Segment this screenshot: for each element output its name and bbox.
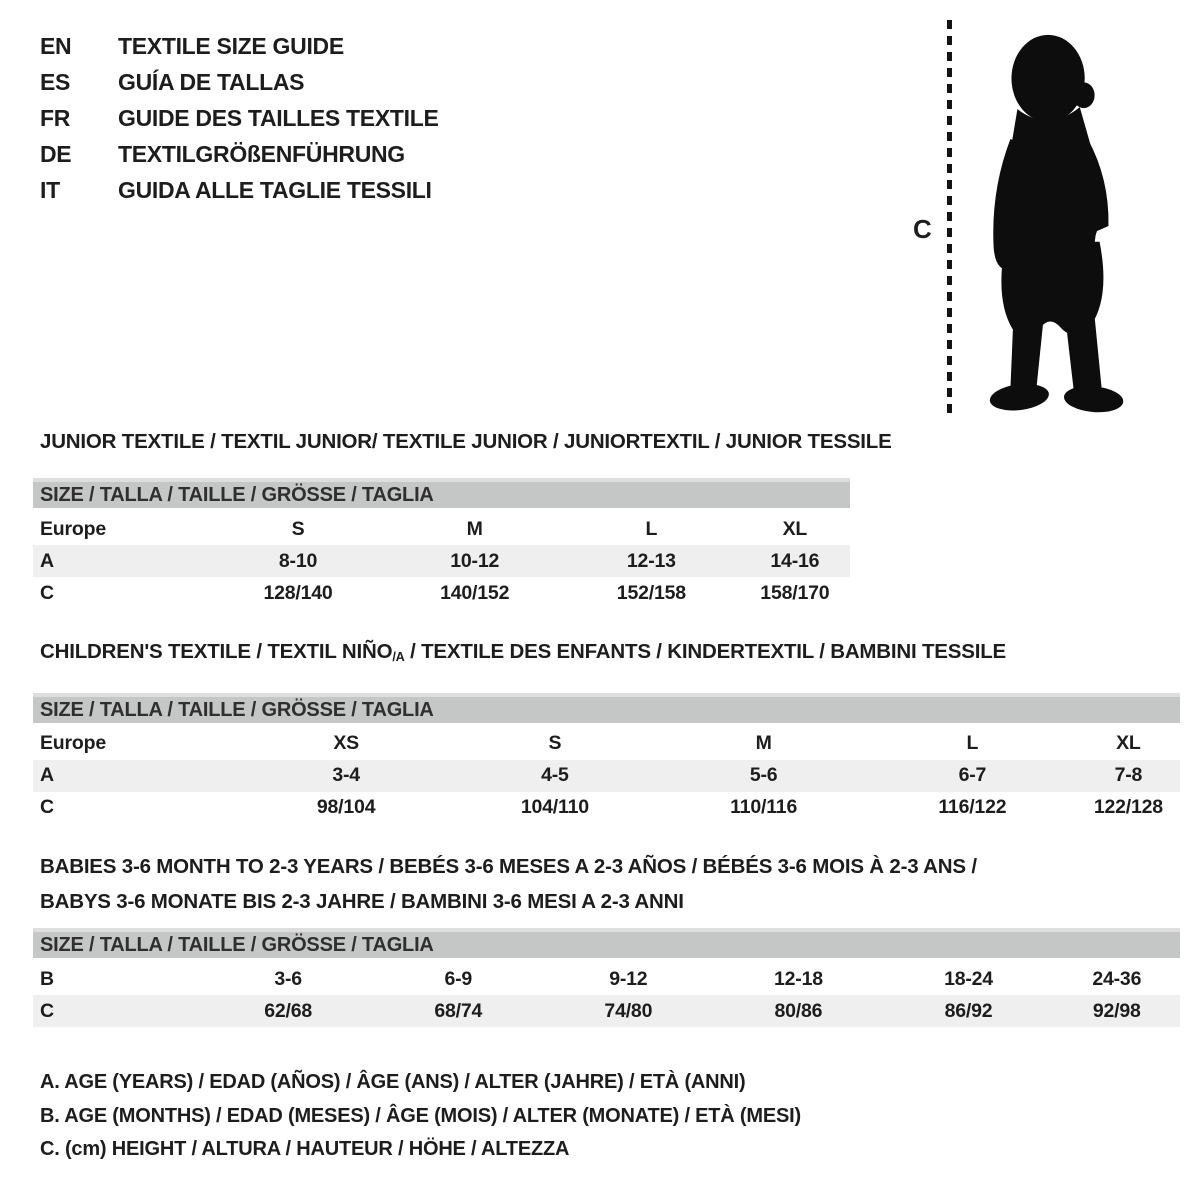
table-cell: 12-13 <box>626 549 676 572</box>
language-row-it <box>40 172 439 208</box>
junior-section-title: JUNIOR TEXTILE / TEXTIL JUNIOR/ TEXTILE JUNIOR / JUNIORTEXTIL / JUNIOR TESSILE <box>40 430 892 453</box>
table-row <box>33 995 1180 1027</box>
language-row-es <box>40 64 439 100</box>
language-title: TEXTILE SIZE GUIDE <box>118 32 344 59</box>
table-row <box>33 760 1180 792</box>
children-section <box>33 640 1180 824</box>
toddler-silhouette-icon <box>971 22 1143 418</box>
language-code: ES <box>40 68 71 95</box>
table-cell: 24-36 <box>1092 967 1142 990</box>
row-label: Europe <box>40 517 106 540</box>
table-cell: 152/158 <box>616 581 686 604</box>
junior-size-table <box>33 513 850 609</box>
babies-size-table <box>33 963 1180 1027</box>
junior-size-header-bar <box>33 478 850 508</box>
table-cell: 86/92 <box>944 999 993 1022</box>
row-label: A <box>40 764 54 787</box>
babies-title-line2: BABYS 3-6 MONATE BIS 2-3 JAHRE / BAMBINI 3-6 MESI A 2-3 ANNI <box>40 890 684 913</box>
table-row <box>33 792 1180 824</box>
language-title: GUIDA ALLE TAGLIE TESSILI <box>118 176 432 203</box>
table-cell: 140/152 <box>440 581 510 604</box>
table-cell: 4-5 <box>541 764 569 787</box>
language-title: TEXTILGRÖßENFÜHRUNG <box>118 140 405 167</box>
row-label: B <box>40 967 54 990</box>
children-section-title <box>40 640 1180 669</box>
babies-section <box>33 849 1180 1027</box>
language-code: FR <box>40 104 71 131</box>
junior-section <box>33 430 892 609</box>
size-header-label: SIZE / TALLA / TAILLE / GRÖSSE / TAGLIA <box>40 698 434 721</box>
language-code: EN <box>40 32 72 59</box>
language-title: GUÍA DE TALLAS <box>118 68 305 95</box>
table-cell: S <box>548 732 562 755</box>
table-row <box>33 728 1180 760</box>
babies-title-line1: BABIES 3-6 MONTH TO 2-3 YEARS / BEBÉS 3-6 MESES A 2-3 AÑOS / BÉBÉS 3-6 MOIS À 2-3 ANS / <box>40 855 977 878</box>
children-title-pre: CHILDREN'S TEXTILE / TEXTIL NIÑO <box>40 640 393 663</box>
table-cell: L <box>645 517 658 540</box>
table-cell: 3-4 <box>332 764 360 787</box>
row-label: C <box>40 581 54 604</box>
measurement-legend <box>40 1066 801 1167</box>
table-cell: 3-6 <box>274 967 302 990</box>
table-cell: S <box>291 517 305 540</box>
table-cell: M <box>755 732 772 755</box>
table-row <box>33 963 1180 995</box>
children-size-table <box>33 728 1180 824</box>
height-marker-label: C <box>913 214 932 244</box>
table-cell: 5-6 <box>749 764 778 787</box>
row-label: C <box>40 796 54 819</box>
size-header-label: SIZE / TALLA / TAILLE / GRÖSSE / TAGLIA <box>40 484 434 506</box>
table-row <box>33 513 850 545</box>
babies-section-title <box>40 849 1180 919</box>
table-cell: XS <box>333 732 359 755</box>
table-row <box>33 577 850 609</box>
table-cell: 68/74 <box>434 999 483 1022</box>
table-cell: 7-8 <box>1114 764 1143 787</box>
table-cell: XL <box>782 517 808 540</box>
language-row-en <box>40 28 439 64</box>
row-label: Europe <box>40 732 106 755</box>
table-cell: 92/98 <box>1092 999 1141 1022</box>
children-size-header-bar <box>33 693 1180 723</box>
table-cell: 80/86 <box>774 999 823 1022</box>
table-cell: XL <box>1116 732 1141 755</box>
height-measure-figure <box>905 16 1165 422</box>
table-cell: 8-10 <box>278 549 318 572</box>
size-header-label: SIZE / TALLA / TAILLE / GRÖSSE / TAGLIA <box>40 934 434 956</box>
table-row <box>33 545 850 577</box>
table-cell: 62/68 <box>264 999 313 1022</box>
table-cell: 122/128 <box>1093 796 1163 819</box>
table-cell: 104/110 <box>520 796 589 819</box>
table-cell: 12-18 <box>773 967 823 990</box>
table-cell: 6-7 <box>958 764 987 787</box>
table-cell: M <box>466 517 483 540</box>
language-title-list <box>40 28 439 208</box>
language-code: IT <box>40 176 60 203</box>
table-cell: 14-16 <box>770 549 820 572</box>
language-title: GUIDE DES TAILLES TEXTILE <box>118 104 439 131</box>
table-cell: 128/140 <box>263 581 333 604</box>
table-cell: 18-24 <box>944 967 993 990</box>
table-cell: L <box>966 732 979 755</box>
children-title-post: / TEXTILE DES ENFANTS / KINDERTEXTIL / BAMBINI TESSILE <box>404 640 1007 663</box>
table-cell: 9-12 <box>609 967 648 990</box>
table-cell: 158/170 <box>760 581 830 604</box>
legend-line-b: B. AGE (MONTHS) / EDAD (MESES) / ÂGE (MOIS) / ALTER (MONATE) / ETÀ (MESI) <box>40 1104 801 1127</box>
table-cell: 10-12 <box>450 549 500 572</box>
table-cell: 98/104 <box>316 796 376 819</box>
table-cell: 6-9 <box>444 967 473 990</box>
table-cell: 116/122 <box>938 796 1007 819</box>
children-title-sub: /A <box>392 648 405 664</box>
legend-line-c: C. (cm) HEIGHT / ALTURA / HAUTEUR / HÖHE / ALTEZZA <box>40 1138 570 1160</box>
row-label: A <box>40 549 54 572</box>
language-code: DE <box>40 140 72 167</box>
height-dashed-line <box>947 20 952 418</box>
table-cell: 110/116 <box>730 796 798 819</box>
row-label: C <box>40 999 54 1022</box>
language-row-fr <box>40 100 439 136</box>
babies-size-header-bar <box>33 928 1180 958</box>
table-cell: 74/80 <box>604 999 653 1022</box>
language-row-de <box>40 136 439 172</box>
legend-line-a: A. AGE (YEARS) / EDAD (AÑOS) / ÂGE (ANS) / ALTER (JAHRE) / ETÀ (ANNI) <box>40 1071 746 1093</box>
